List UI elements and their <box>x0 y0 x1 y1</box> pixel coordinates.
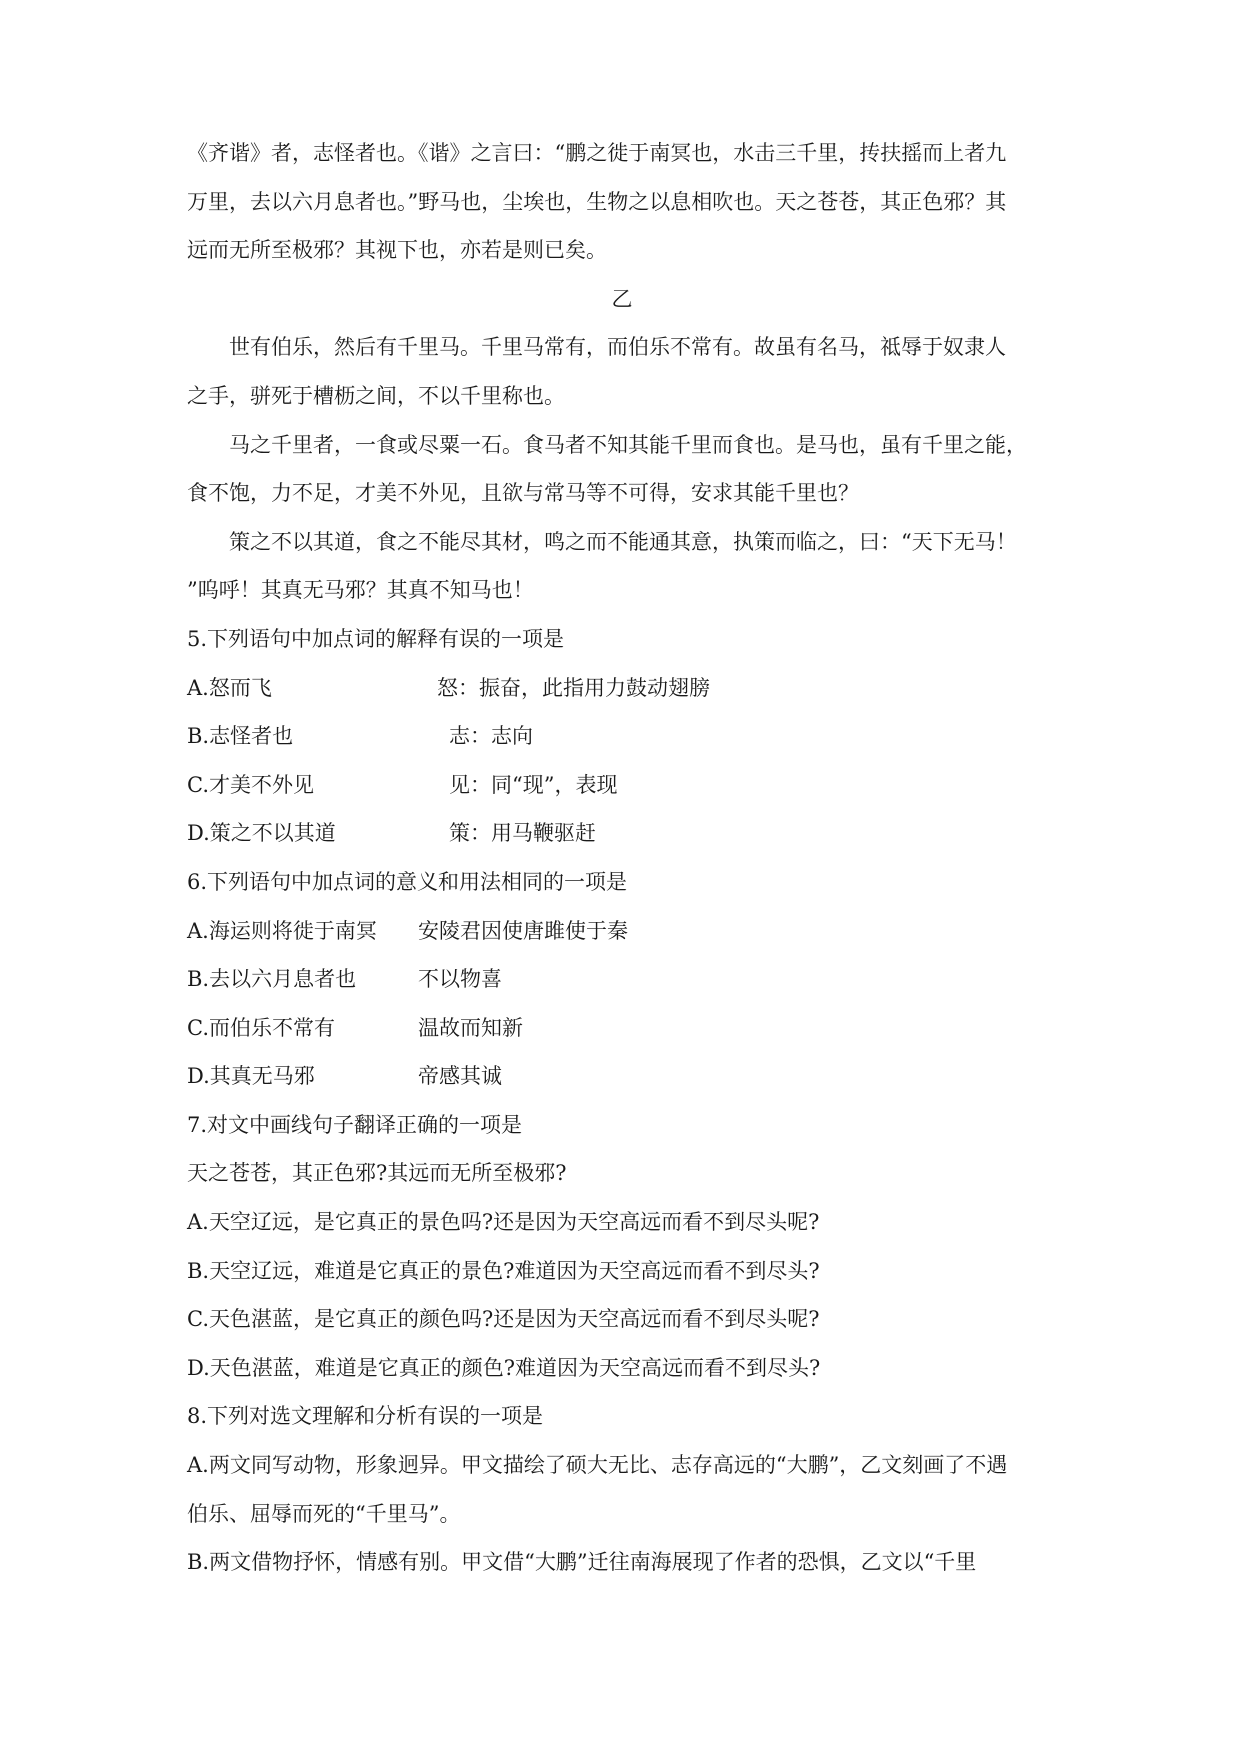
q8-stem: 8.下列对选文理解和分析有误的一项是 <box>187 1404 544 1429</box>
yi-heading: 乙 <box>611 286 633 311</box>
yi-passage-line: ”呜呼！其真无马邪？其真不知马也！ <box>187 578 534 603</box>
q5-option-label: D.策之不以其道 <box>187 821 336 846</box>
q5-option <box>187 761 1057 810</box>
q6-option-compare: 安陵君因使唐雎使于秦 <box>418 918 628 943</box>
q7-option: C.天色湛蓝，是它真正的颜色吗?还是因为天空高远而看不到尽头呢? <box>187 1307 820 1332</box>
jia-passage-line: 远而无所至极邪？其视下也，亦若是则已矣。 <box>187 238 607 263</box>
q6-option-label: D.其真无马邪 <box>187 1064 315 1089</box>
q7-option: B.天空辽远，难道是它真正的景色?难道因为天空高远而看不到尽头? <box>187 1258 820 1283</box>
q6-option <box>187 955 1057 1004</box>
q5-option <box>187 712 1057 761</box>
q6-option <box>187 907 1057 956</box>
q5-option-explain: 怒：振奋，此指用力鼓动翅膀 <box>437 675 710 700</box>
q6-stem: 6.下列语句中加点词的意义和用法相同的一项是 <box>187 869 628 894</box>
q5-option <box>187 809 1057 858</box>
q5-option-explain: 见：同“现”，表现 <box>449 772 618 797</box>
jia-passage-line: 《齐谐》者，志怪者也。《谐》之言曰：“鹏之徙于南冥也，水击三千里，抟扶摇而上者九 <box>187 141 1007 165</box>
q6-option-label: A.海运则将徙于南冥 <box>187 918 377 943</box>
q7-sentence: 天之苍苍，其正色邪?其远而无所至极邪? <box>187 1161 567 1186</box>
q7-option: D.天色湛蓝，难道是它真正的颜色?难道因为天空高远而看不到尽头? <box>187 1355 821 1380</box>
q5-option-label: B.志怪者也 <box>187 724 294 749</box>
q5-option <box>187 664 1057 713</box>
q6-option-label: B.去以六月息者也 <box>187 967 357 992</box>
yi-passage-line: 之手，骈死于槽枥之间，不以千里称也。 <box>187 383 565 408</box>
exam-page <box>187 129 1057 1587</box>
q6-option-compare: 不以物喜 <box>418 967 502 992</box>
q5-option-label: C.才美不外见 <box>187 772 314 797</box>
q6-option <box>187 1052 1057 1101</box>
q5-option-explain: 志：志向 <box>449 724 533 749</box>
q6-option <box>187 1004 1057 1053</box>
yi-passage-line: 食不饱，力不足，才美不外见，且欲与常马等不可得，安求其能千里也？ <box>187 481 859 506</box>
q5-option-label: A.怒而飞 <box>187 675 272 700</box>
q5-option-explain: 策：用马鞭驱赶 <box>449 821 596 846</box>
q6-option-compare: 温故而知新 <box>418 1015 523 1040</box>
yi-passage-line: 马之千里者，一食或尽粟一石。食马者不知其能千里而食也。是马也，虽有千里之能， <box>229 432 1027 457</box>
q7-option: A.天空辽远，是它真正的景色吗?还是因为天空高远而看不到尽头呢? <box>187 1210 820 1235</box>
jia-passage-line: 万里，去以六月息者也。”野马也，尘埃也，生物之以息相吹也。天之苍苍，其正色邪？其 <box>187 189 1007 214</box>
q6-option-compare: 帝感其诚 <box>418 1064 502 1089</box>
q7-stem: 7.对文中画线句子翻译正确的一项是 <box>187 1112 523 1137</box>
yi-passage-line: 世有伯乐，然后有千里马。千里马常有，而伯乐不常有。故虽有名马，祗辱于奴隶人 <box>229 335 1006 360</box>
q8-option-a-line: 伯乐、屈辱而死的“千里马”。 <box>187 1501 461 1526</box>
q8-option-a-line: A.两文同写动物，形象迥异。甲文描绘了硕大无比、志存高远的“大鹏”，乙文刻画了不遇 <box>187 1453 1008 1478</box>
q5-stem: 5.下列语句中加点词的解释有误的一项是 <box>187 626 565 651</box>
q8-option-b-line: B.两文借物抒怀，情感有别。甲文借“大鹏”迁往南海展现了作者的恐惧，乙文以“千里 <box>187 1550 977 1575</box>
yi-passage-line: 策之不以其道，食之不能尽其材，鸣之而不能通其意，执策而临之，曰：“天下无马！ <box>229 529 1017 554</box>
q6-option-label: C.而伯乐不常有 <box>187 1015 335 1040</box>
